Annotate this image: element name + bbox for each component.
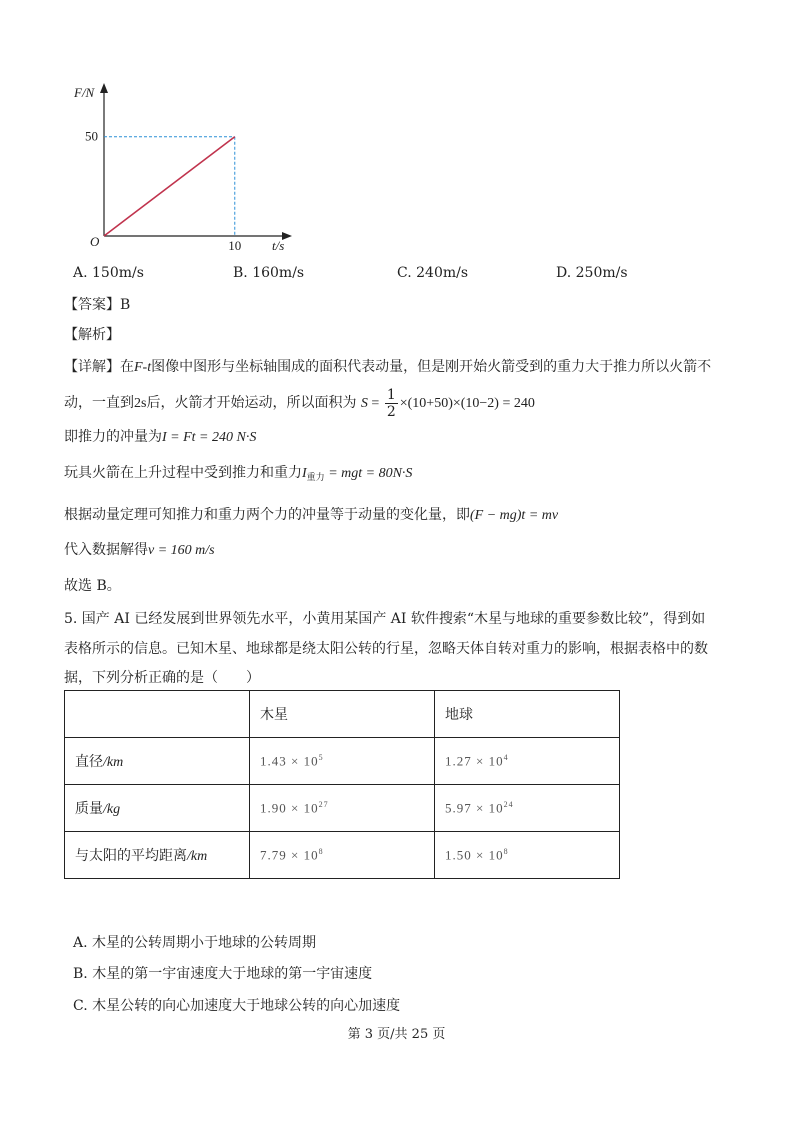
option-d: D. 250m/s	[556, 265, 628, 281]
planet-data-table	[64, 690, 620, 879]
detail-line-6: 代入数据解得v = 160 m/s	[64, 542, 215, 558]
table-header-jupiter: 木星	[250, 691, 435, 738]
detail-line-7: 故选 B。	[64, 578, 121, 594]
jupiter-value: $1.90 \times 10^{27}$	[250, 785, 435, 832]
question-5-line-1: 5. 国产 AI 已经发展到世界领先水平，小黄用某国产 AI 软件搜索“木星与地球的重要参数比较”，得到如	[64, 611, 706, 627]
table-header-row	[65, 691, 620, 738]
detail-line-1: 【详解】在F-t图像中图形与坐标轴围成的面积代表动量，但是刚开始火箭受到的重力大于推力所以火箭不	[64, 359, 712, 375]
q5-option-b: B. 木星的第一宇宙速度大于地球的第一宇宙速度	[73, 966, 373, 982]
detail-line-2: 动，一直到2s后，火箭才开始运动，所以面积为 S = $\frac{1}{2}$ ×(10+50)×(10−2) = 240	[64, 386, 535, 420]
table-row	[65, 738, 620, 785]
earth-value: $1.27 \times 10^4$	[435, 738, 620, 785]
y-axis-label: F/N	[74, 85, 95, 100]
q5-option-c: C. 木星公转的向心加速度大于地球公转的向心加速度	[73, 998, 401, 1014]
q5-option-a: A. 木星的公转周期小于地球的公转周期	[73, 935, 317, 951]
question-5-line-2: 表格所示的信息。已知木星、地球都是绕太阳公转的行星，忽略天体自转对重力的影响，根据表格中的数	[64, 641, 708, 657]
force-series-line	[104, 137, 235, 236]
force-time-chart	[70, 85, 285, 260]
x-tick-label: 10	[228, 238, 242, 253]
detail-line-3: 即推力的冲量为I = Ft = 240 N·S	[64, 429, 257, 445]
fraction-one-half: $\frac{1}{2}$	[386, 386, 396, 420]
jupiter-value: $1.43 \times 10^5$	[250, 738, 435, 785]
table-header-earth: 地球	[435, 691, 620, 738]
table-row	[65, 832, 620, 879]
earth-value: $1.50 \times 10^8$	[435, 832, 620, 879]
jupiter-value: $7.79 \times 10^8$	[250, 832, 435, 879]
option-c: C. 240m/s	[397, 265, 469, 281]
answer-line: 【答案】B	[64, 297, 131, 313]
table-header-empty	[65, 691, 250, 738]
x-axis-label: t/s	[272, 238, 285, 253]
question-5-line-3: 据，下列分析正确的是（ ）	[64, 670, 260, 686]
row-label: 直径/km	[65, 738, 250, 785]
option-b: B. 160m/s	[233, 265, 305, 281]
detail-line-4: 玩具火箭在上升过程中受到推力和重力$I_{重力}$ = mgt = 80N·S	[64, 465, 413, 483]
origin-label: O	[90, 234, 100, 249]
y-tick-label: 50	[85, 128, 98, 144]
analysis-label: 【解析】	[64, 327, 120, 343]
row-label: 与太阳的平均距离/km	[65, 832, 250, 879]
detail-line-5: 根据动量定理可知推力和重力两个力的冲量等于动量的变化量，即(F − mg)t = mv	[64, 507, 559, 523]
table-row	[65, 785, 620, 832]
row-label: 质量/kg	[65, 785, 250, 832]
option-a: A. 150m/s	[73, 265, 144, 281]
earth-value: $5.97 \times 10^{24}$	[435, 785, 620, 832]
page-footer: 第 3 页/共 25 页	[347, 1027, 446, 1042]
y-axis-arrow	[100, 83, 108, 93]
